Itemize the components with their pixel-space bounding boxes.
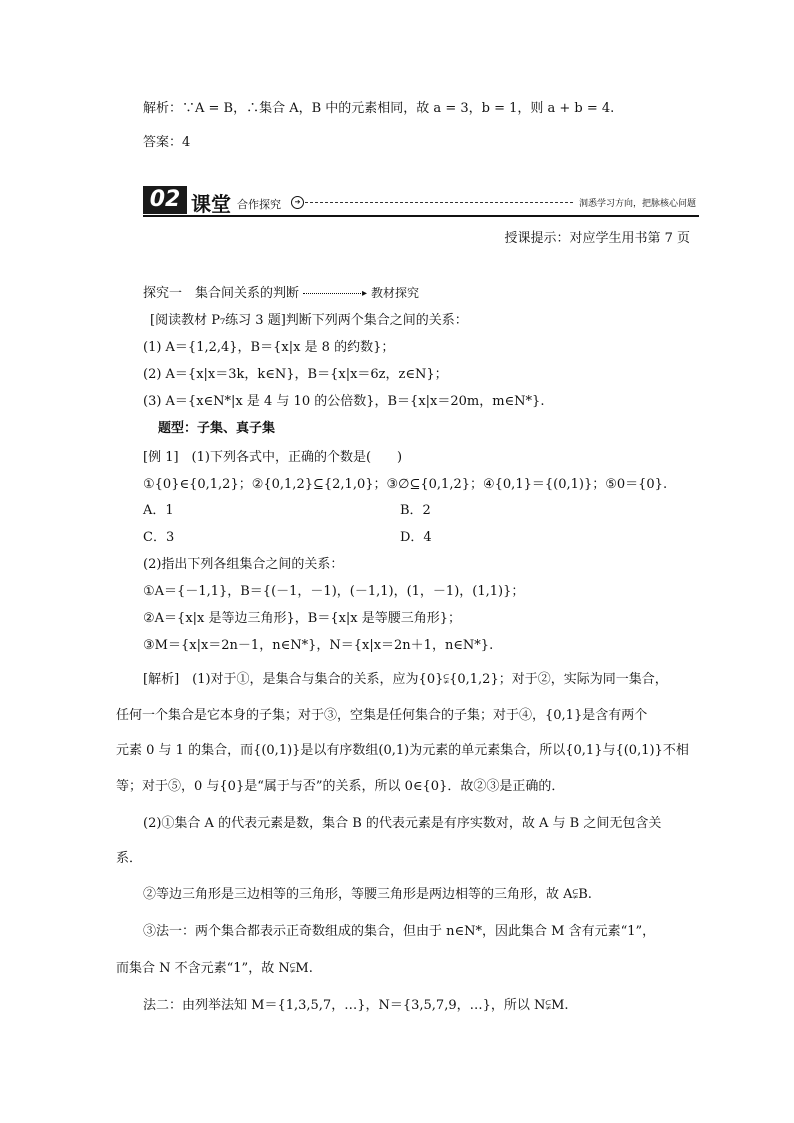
- section-banner: [143, 186, 699, 218]
- analysis-line: 解析：∵A = B，∴集合 A，B 中的元素相同，故 a = 3，b = 1，则 a + b = 4.: [143, 101, 615, 116]
- dashed-divider: [305, 202, 573, 203]
- option-b: B．2: [400, 503, 431, 518]
- example-item-2-1: ①A＝{－1,1}，B＝{(－1，－1)，(－1,1)，(1，－1)，(1,1)}；: [143, 584, 525, 599]
- solution-line: (2)①集合 A 的代表元素是数，集合 B 的代表元素是有序实数对，故 A 与 B 之间无包含关: [143, 816, 662, 831]
- solution-line: ③法一：两个集合都表示正奇数组成的集合，但由于 n∈N*，因此集合 M 含有元素“1”，: [143, 924, 656, 939]
- lesson-hint: 授课提示：对应学生用书第 7 页: [504, 231, 690, 246]
- explore-heading: 探究一 集合间关系的判断: [143, 286, 300, 301]
- explore-tag: 教材探究: [371, 286, 420, 300]
- solution-line: 元素 0 与 1 的集合，而{(0,1)}是以有序数组(0,1)为元素的单元素集合，所以{0,1}与{(0,1)}不相: [116, 743, 689, 758]
- solution-line: 系．: [116, 851, 143, 866]
- section-number: 02: [143, 186, 187, 214]
- arrow-icon: [303, 293, 361, 294]
- banner-rule: [143, 215, 699, 217]
- answer-line: 答案：4: [143, 135, 191, 150]
- example-item-2-3: ③M＝{x|x＝2n－1，n∈N*}，N＝{x|x＝2n＋1，n∈N*}.: [143, 638, 494, 653]
- option-a: A．1: [143, 503, 174, 518]
- option-d: D．4: [400, 530, 432, 545]
- option-c: C．3: [143, 530, 175, 545]
- explore-item-1: (1) A＝{1,2,4}，B＝{x|x 是 8 的约数}；: [143, 340, 395, 355]
- example-items-1: ①{0}∈{0,1,2}；②{0,1,2}⊆{2,1,0}；③∅⊆{0,1,2}；④{0,1}＝{(0,1)}；⑤0＝{0}.: [143, 477, 668, 492]
- explore-heading-row: [143, 284, 419, 303]
- example-question-1: [例 1] (1)下列各式中，正确的个数是( ): [143, 450, 403, 465]
- solution-line: ②等边三角形是三边相等的三角形，等腰三角形是两边相等的三角形，故 A⫋B.: [143, 887, 592, 902]
- solution-line: 等；对于⑤，0 与{0}是“属于与否”的关系，所以 0∈{0}．故②③是正确的．: [116, 779, 565, 794]
- solution-line: [解析] (1)对于①，是集合与集合的关系，应为{0}⫋{0,1,2}；对于②，实际为同一集合，: [143, 672, 668, 687]
- reading-instruction: [阅读教材 P₇练习 3 题]判断下列两个集合之间的关系：: [150, 313, 468, 328]
- section-subtitle: 合作探究: [237, 198, 281, 211]
- section-title: 课堂: [191, 192, 231, 216]
- solution-line: 任何一个集合是它本身的子集；对于③，空集是任何集合的子集；对于④，{0,1}是含有两个: [116, 708, 648, 723]
- solution-line: 而集合 N 不含元素“1”，故 N⫋M.: [116, 961, 313, 976]
- explore-item-2: (2) A＝{x|x＝3k，k∈N}，B＝{x|x＝6z，z∈N}；: [143, 367, 448, 382]
- solution-line: 法二：由列举法知 M＝{1,3,5,7，…}，N＝{3,5,7,9，…}，所以 N⫋M.: [143, 998, 569, 1013]
- arrow-circle-icon: ➔: [291, 196, 304, 209]
- example-question-2: (2)指出下列各组集合之间的关系：: [143, 557, 344, 572]
- example-item-2-2: ②A＝{x|x 是等边三角形}，B＝{x|x 是等腰三角形}；: [143, 611, 462, 626]
- type-label: 题型：子集、真子集: [158, 421, 276, 436]
- explore-item-3: (3) A＝{x∈N*|x 是 4 与 10 的公倍数}，B＝{x|x＝20m，m∈N*}.: [143, 394, 545, 409]
- section-tagline: 洞悉学习方向，把脉核心问题: [579, 199, 697, 209]
